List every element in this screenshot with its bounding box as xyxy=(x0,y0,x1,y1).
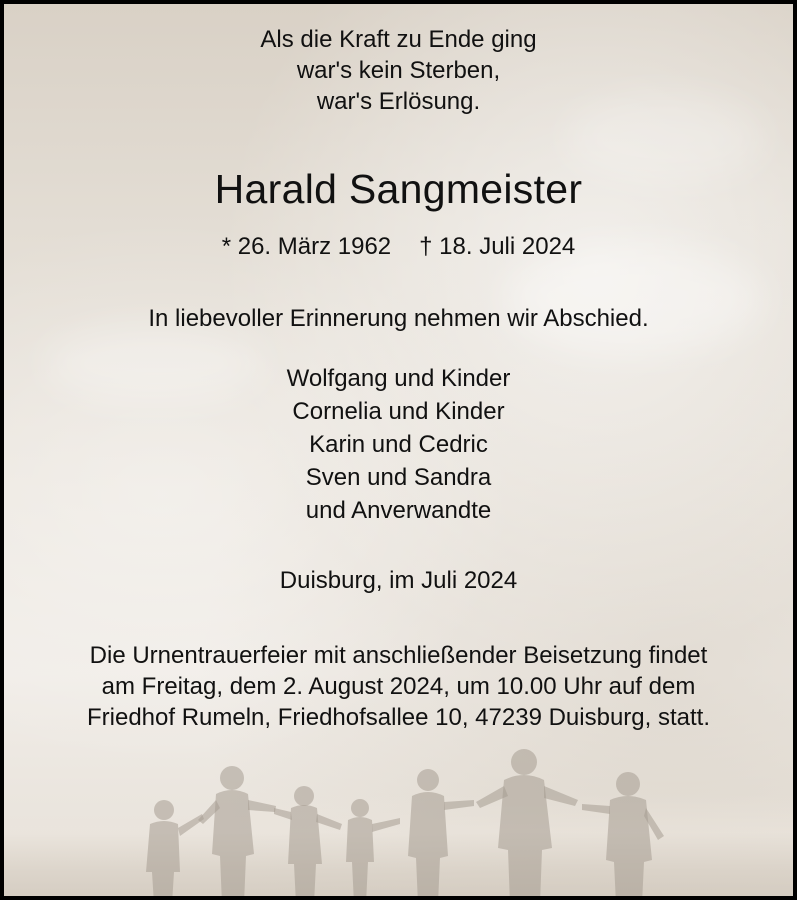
service-line: Friedhof Rumeln, Friedhofsallee 10, 47239 Duisburg, statt. xyxy=(86,704,710,731)
poem-line: war's Erlösung. xyxy=(316,88,481,115)
poem-line: war's kein Sterben, xyxy=(296,57,501,84)
mourner-entry: Sven und Sandra xyxy=(305,464,492,491)
mourner-entry: und Anverwandte xyxy=(305,497,492,524)
birth-date: * 26. März 1962 xyxy=(221,233,392,260)
service-line: am Freitag, dem 2. August 2024, um 10.00 Uhr auf dem xyxy=(101,673,696,700)
family-silhouette-image xyxy=(4,744,797,900)
mourner-entry: Wolfgang und Kinder xyxy=(286,365,511,392)
life-dates xyxy=(4,232,793,262)
poem-line: Als die Kraft zu Ende ging xyxy=(260,26,537,53)
funeral-service-info xyxy=(4,640,793,733)
mourner-entry: Cornelia und Kinder xyxy=(292,398,505,425)
farewell-text: In liebevoller Erinnerung nehmen wir Abschied. xyxy=(148,305,649,332)
place-date: Duisburg, im Juli 2024 xyxy=(279,567,518,594)
poem xyxy=(4,24,793,117)
deceased-name: Harald Sangmeister xyxy=(214,166,583,212)
death-date: † 18. Juli 2024 xyxy=(419,233,576,260)
service-line: Die Urnentrauerfeier mit anschließender Beisetzung findet xyxy=(89,642,708,669)
mourner-entry: Karin und Cedric xyxy=(309,431,488,458)
mourners-list xyxy=(4,362,793,527)
